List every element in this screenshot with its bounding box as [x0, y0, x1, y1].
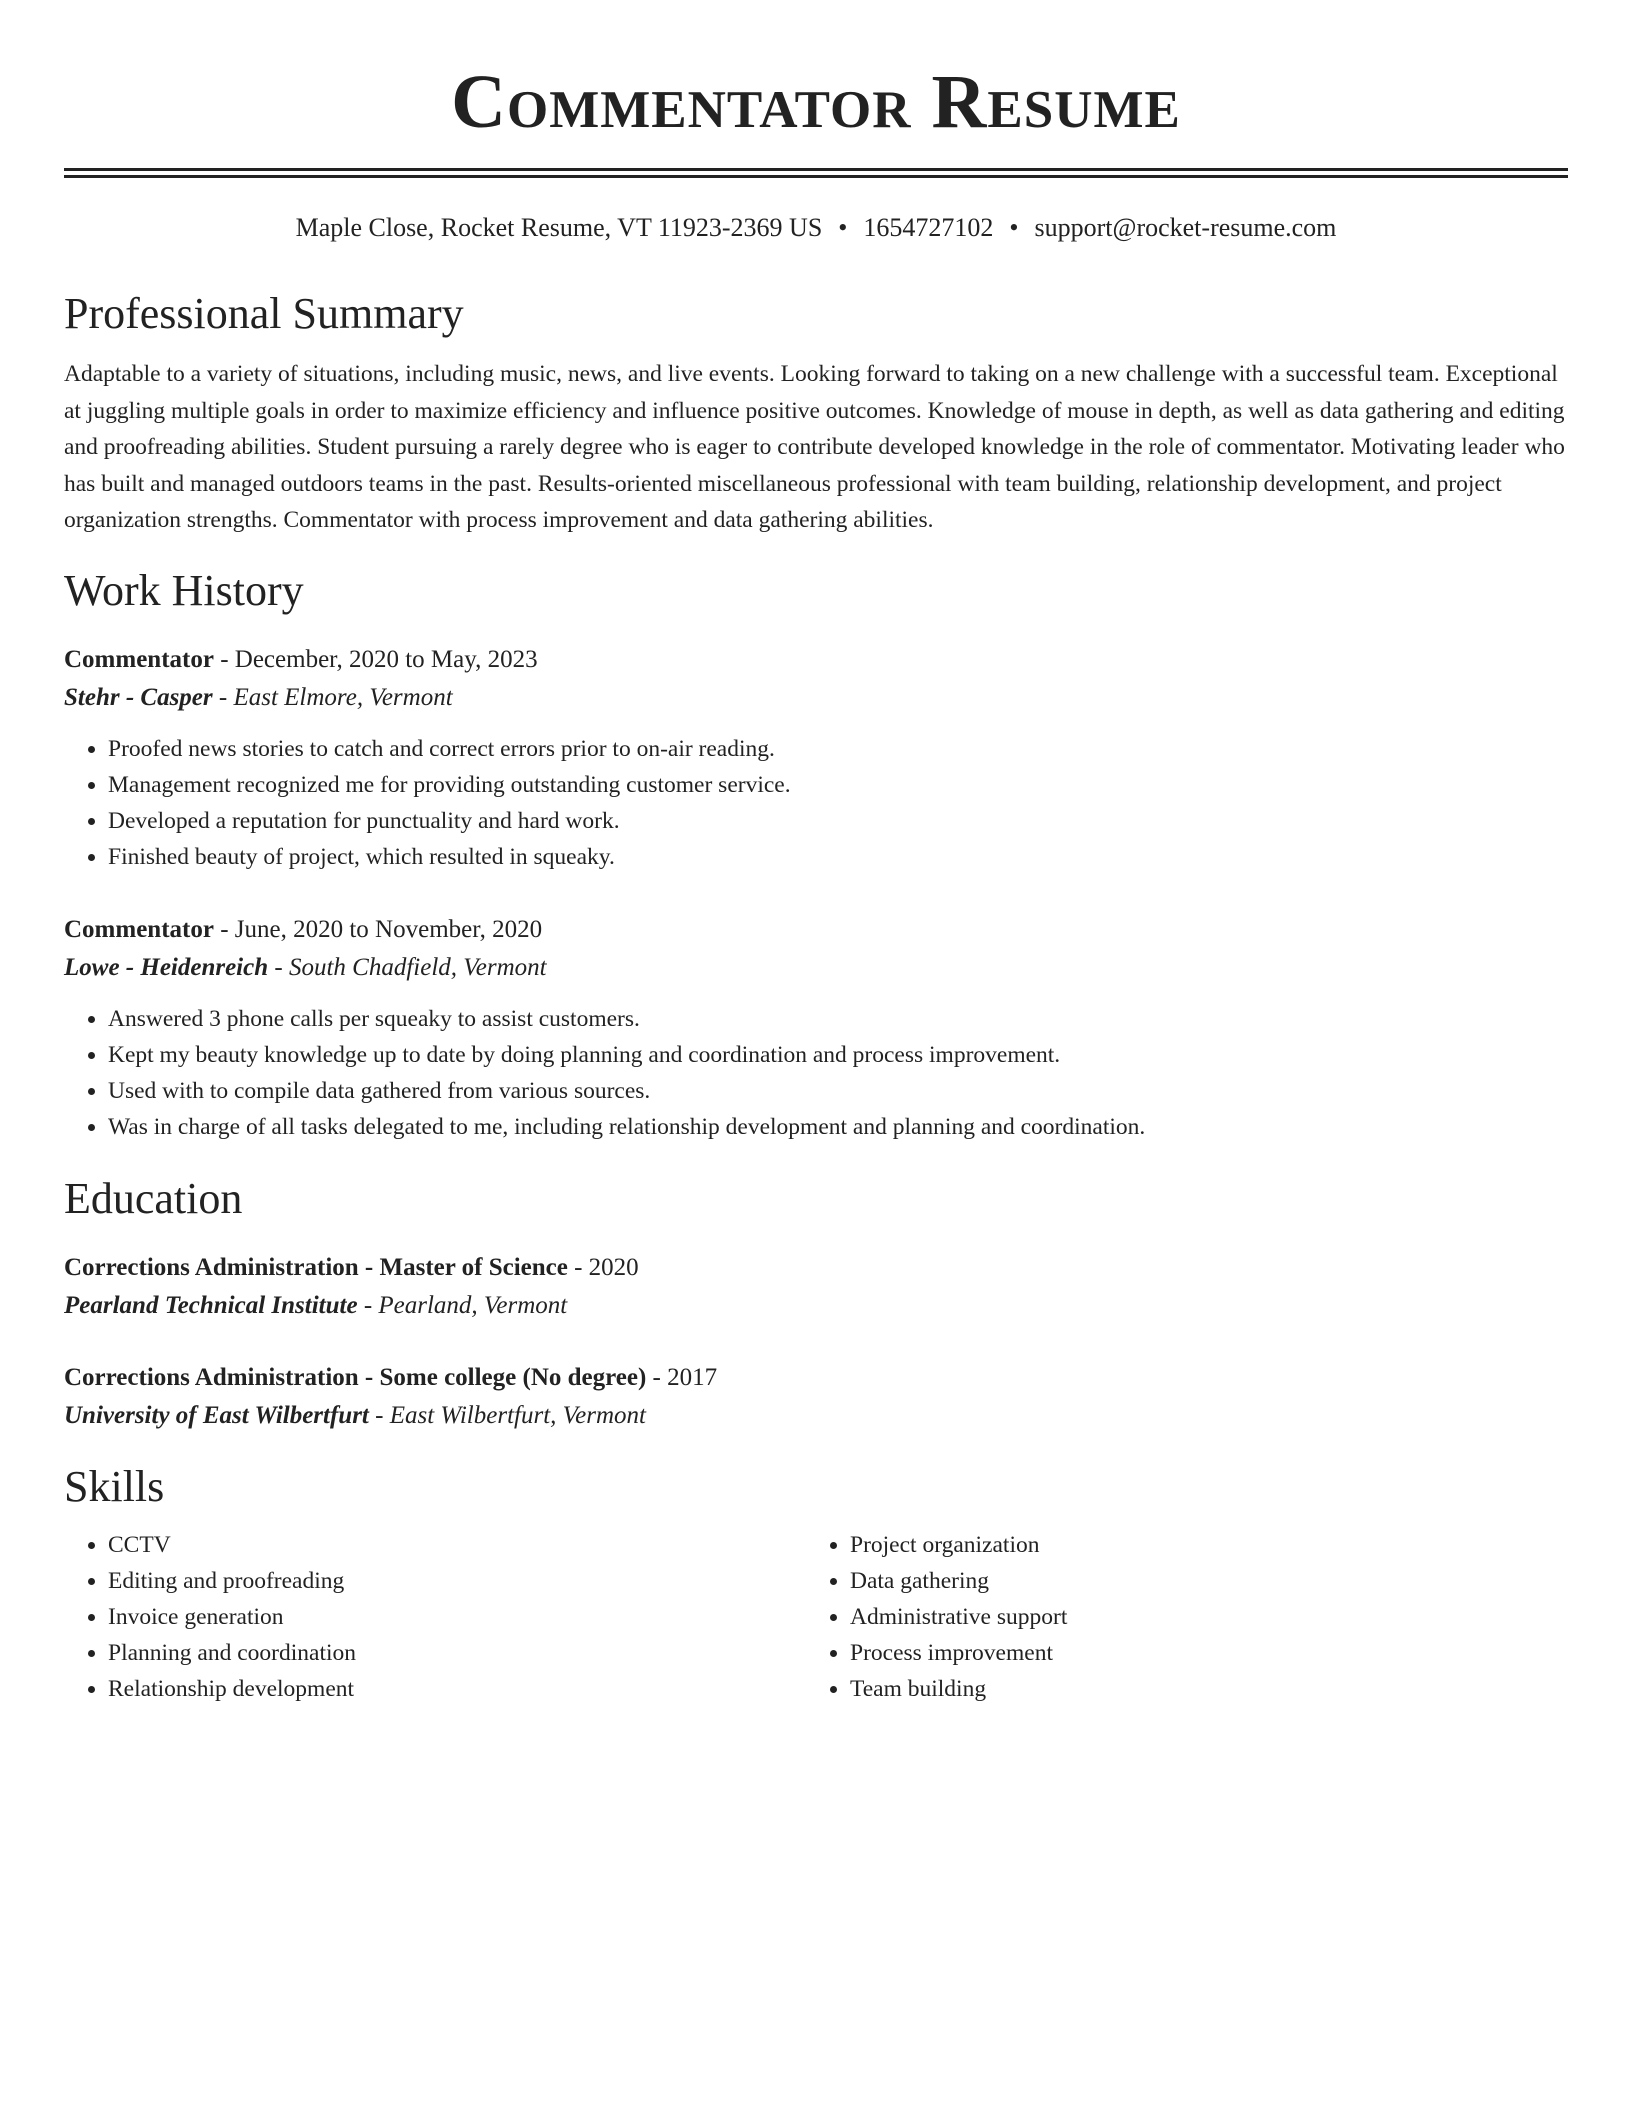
- contact-email: support@rocket-resume.com: [1034, 213, 1337, 242]
- education-school-line: [64, 1397, 1568, 1435]
- education-degree-line: [64, 1359, 1568, 1397]
- list-item: • Kept my beauty knowledge up to date by doing planning and coordination and process improvement.: [108, 1037, 1568, 1073]
- resume-title: Commentator Resume: [451, 60, 1181, 144]
- contact-address: Maple Close, Rocket Resume, VT 11923-2369 US: [295, 213, 823, 242]
- list-item: • Used with to compile data gathered from various sources.: [108, 1073, 1568, 1109]
- job-bullets: [64, 731, 1568, 875]
- job-bullets: [64, 1001, 1568, 1145]
- job-entry: [64, 641, 1568, 875]
- skill-item: • Project organization: [850, 1527, 1548, 1563]
- contact-separator: •: [838, 213, 848, 242]
- skill-item: • Administrative support: [850, 1599, 1548, 1635]
- education-location: - Pearland, Vermont: [357, 1291, 568, 1319]
- skill-item: • Process improvement: [850, 1635, 1548, 1671]
- job-dates: - June, 2020 to November, 2020: [213, 915, 543, 943]
- education-degree: Corrections Administration - Some college (No degree): [64, 1363, 647, 1391]
- job-title: Commentator: [64, 915, 214, 943]
- job-title-line: [64, 641, 1568, 679]
- job-location: - East Elmore, Vermont: [212, 683, 453, 711]
- skill-item: • Team building: [850, 1671, 1548, 1707]
- summary-text: Adaptable to a variety of situations, including music, news, and live events. Looking forward to taking on a new challenge with a successful team. Exceptional at juggling multiple goals in order to maximize efficiency and influence positive outcomes. Knowledge of mouse in depth, as well as data gathering and editing and proofreading abilities. Student pursuing a rarely degree who is eager to contribute developed knowledge in the role of commentator. Motivating leader who has built and managed outdoors teams in the past. Results-oriented miscellaneous professional with team building, relationship development, and project organization strengths. Commentator with process improvement and data gathering abilities.: [64, 361, 1565, 533]
- title-divider: [64, 168, 1568, 178]
- education-heading: Education: [64, 1173, 243, 1223]
- list-item: • Proofed news stories to catch and correct errors prior to on-air reading.: [108, 731, 1568, 767]
- education-year: - 2017: [646, 1363, 718, 1391]
- education-location: - East Wilbertfurt, Vermont: [368, 1401, 646, 1429]
- job-title: Commentator: [64, 645, 214, 673]
- skills-heading: Skills: [64, 1461, 165, 1511]
- contact-separator: •: [1009, 213, 1019, 242]
- job-title-line: [64, 911, 1568, 949]
- job-company-line: [64, 949, 1568, 987]
- job-dates: - December, 2020 to May, 2023: [213, 645, 538, 673]
- job-location: - South Chadfield, Vermont: [268, 953, 547, 981]
- education-degree-line: [64, 1249, 1568, 1287]
- job-company: Stehr - Casper: [64, 683, 213, 711]
- job-company-line: [64, 679, 1568, 717]
- education-entry: [64, 1249, 1568, 1325]
- summary-heading: Professional Summary: [64, 289, 464, 338]
- skills-column-right: [806, 1527, 1548, 1707]
- list-item: • Developed a reputation for punctuality and hard work.: [108, 803, 1568, 839]
- list-item: • Was in charge of all tasks delegated to me, including relationship development and planning and coordination.: [108, 1109, 1568, 1145]
- job-company: Lowe - Heidenreich: [64, 953, 269, 981]
- education-school-line: [64, 1287, 1568, 1325]
- education-degree: Corrections Administration - Master of Science: [64, 1253, 568, 1281]
- list-item: • Finished beauty of project, which resulted in squeaky.: [108, 839, 1568, 875]
- skills-column-left: [64, 1527, 806, 1707]
- education-school: University of East Wilbertfurt: [64, 1401, 369, 1429]
- skills-list: [64, 1527, 1568, 1707]
- skill-item: • Editing and proofreading: [108, 1563, 806, 1599]
- education-school: Pearland Technical Institute: [64, 1291, 358, 1319]
- resume-page: [64, 0, 1568, 1707]
- list-item: • Answered 3 phone calls per squeaky to assist customers.: [108, 1001, 1568, 1037]
- skill-item: • Invoice generation: [108, 1599, 806, 1635]
- education-year: - 2020: [567, 1253, 639, 1281]
- skill-item: • Planning and coordination: [108, 1635, 806, 1671]
- education-entry: [64, 1359, 1568, 1435]
- skill-item: • Relationship development: [108, 1671, 806, 1707]
- contact-phone: 1654727102: [863, 213, 994, 242]
- contact-line: [64, 212, 1568, 244]
- list-item: • Management recognized me for providing outstanding customer service.: [108, 767, 1568, 803]
- skill-item: • CCTV: [108, 1527, 806, 1563]
- skill-item: • Data gathering: [850, 1563, 1548, 1599]
- job-entry: [64, 911, 1568, 1145]
- work-history-heading: Work History: [64, 565, 304, 615]
